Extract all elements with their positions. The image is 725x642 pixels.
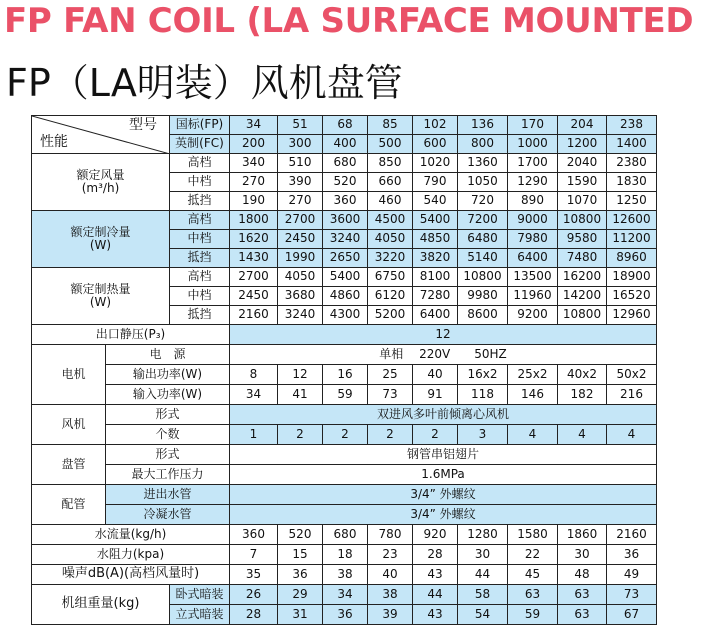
table-cell: 1620: [230, 230, 278, 249]
fan-form-row: [32, 405, 657, 425]
table-cell: 5400: [413, 211, 458, 230]
static-pressure-row: [32, 325, 657, 345]
piping-group-label: [32, 485, 106, 525]
airflow-label: 额定风量: [76, 167, 125, 182]
table-cell: 7: [230, 545, 278, 565]
table-cell: 91: [413, 385, 458, 405]
table-cell: 1990: [278, 249, 323, 268]
std-label: 国标(FP): [170, 116, 230, 135]
table-cell: 34: [230, 385, 278, 405]
table-cell: 1000: [508, 135, 558, 154]
table-cell: 8960: [607, 249, 657, 268]
table-cell: 500: [368, 135, 413, 154]
table-cell: 4: [508, 425, 558, 445]
fan-count-label: 个数: [106, 425, 230, 445]
table-cell: 102: [413, 116, 458, 135]
table-cell: 146: [508, 385, 558, 405]
table-cell: 1700: [508, 154, 558, 173]
table-cell: 680: [323, 154, 368, 173]
table-cell: 39: [368, 605, 413, 625]
table-cell: 49: [607, 565, 657, 585]
table-cell: 720: [458, 192, 508, 211]
piping-condensate-row: [32, 505, 657, 525]
table-cell: 1: [230, 425, 278, 445]
piping-condensate-label: 冷凝水管: [106, 505, 230, 525]
table-cell: 68: [323, 116, 368, 135]
fan-form-label: 形式: [106, 405, 230, 425]
table-cell: 6750: [368, 268, 413, 287]
table-cell: 1430: [230, 249, 278, 268]
english-title: FP FAN COIL (LA SURFACE MOUNTED: [4, 1, 694, 41]
table-cell: 15: [278, 545, 323, 565]
table-cell: 5140: [458, 249, 508, 268]
table-cell: 600: [413, 135, 458, 154]
table-cell: 1830: [607, 173, 657, 192]
motor-output-row: [32, 365, 657, 385]
table-cell: 2160: [607, 525, 657, 545]
table-cell: 50x2: [607, 365, 657, 385]
table-cell: 43: [413, 565, 458, 585]
table-cell: 2450: [278, 230, 323, 249]
table-cell: 10800: [558, 306, 607, 325]
table-cell: 9200: [508, 306, 558, 325]
table-cell: 9980: [458, 287, 508, 306]
piping-group-text: 配管: [61, 496, 86, 511]
table-cell: 7200: [458, 211, 508, 230]
table-cell: 67: [607, 605, 657, 625]
table-cell: 8600: [458, 306, 508, 325]
table-cell: 2160: [230, 306, 278, 325]
table-cell: 2: [413, 425, 458, 445]
table-cell: 660: [368, 173, 413, 192]
table-cell: 28: [413, 545, 458, 565]
cooling-label-cell: [32, 211, 170, 268]
table-cell: 6120: [368, 287, 413, 306]
table-cell: 460: [368, 192, 413, 211]
table-cell: 7980: [508, 230, 558, 249]
table-cell: 59: [508, 605, 558, 625]
table-cell: 1360: [458, 154, 508, 173]
table-cell: 35: [230, 565, 278, 585]
table-cell: 45: [508, 565, 558, 585]
table-cell: 3600: [323, 211, 368, 230]
table-cell: 1800: [230, 211, 278, 230]
static-pressure-label: 出口静压(P₃): [32, 325, 230, 345]
table-cell: 12600: [607, 211, 657, 230]
table-cell: 11960: [508, 287, 558, 306]
table-cell: 4860: [323, 287, 368, 306]
water-flow-label: 水流量(kg/h): [32, 525, 230, 545]
table-cell: 3240: [323, 230, 368, 249]
table-cell: 118: [458, 385, 508, 405]
table-cell: 204: [558, 116, 607, 135]
table-cell: 790: [413, 173, 458, 192]
table-cell: 216: [607, 385, 657, 405]
output-power-label: 输出功率(W): [106, 365, 230, 385]
table-cell: 2: [323, 425, 368, 445]
table-cell: 59: [323, 385, 368, 405]
table-cell: 41: [278, 385, 323, 405]
table-cell: 54: [458, 605, 508, 625]
table-cell: 44: [458, 565, 508, 585]
table-cell: 1400: [607, 135, 657, 154]
table-cell: 73: [607, 585, 657, 605]
table-cell: 44: [413, 585, 458, 605]
table-cell: 2: [368, 425, 413, 445]
table-cell: 40: [413, 365, 458, 385]
speed-label: 中档: [170, 173, 230, 192]
table-cell: 5200: [368, 306, 413, 325]
model-header-cell: [32, 116, 170, 154]
coil-group-label: [32, 445, 106, 485]
model-std-row: [32, 116, 657, 135]
table-cell: 3680: [278, 287, 323, 306]
model-label: 型号: [129, 117, 157, 133]
table-cell: 73: [368, 385, 413, 405]
table-cell: 520: [278, 525, 323, 545]
weight-label: 机组重量(kg): [32, 585, 170, 625]
motor-power-source-row: [32, 345, 657, 365]
table-cell: 16: [323, 365, 368, 385]
table-cell: 1290: [508, 173, 558, 192]
table-cell: 14200: [558, 287, 607, 306]
piping-condensate-value: 3/4” 外螺纹: [230, 505, 657, 525]
weight-type-label: 卧式暗装: [170, 585, 230, 605]
table-cell: 170: [508, 116, 558, 135]
table-cell: 390: [278, 173, 323, 192]
speed-label: 抵挡: [170, 192, 230, 211]
speed-label: 中档: [170, 230, 230, 249]
table-cell: 190: [230, 192, 278, 211]
table-cell: 340: [230, 154, 278, 173]
table-cell: 16520: [607, 287, 657, 306]
piping-inout-value: 3/4” 外螺纹: [230, 485, 657, 505]
water-flow-row: [32, 525, 657, 545]
table-cell: 4: [607, 425, 657, 445]
table-cell: 780: [368, 525, 413, 545]
fan-group-text: 风机: [61, 416, 86, 431]
table-cell: 1280: [458, 525, 508, 545]
weight-horizontal-row: [32, 585, 657, 605]
table-cell: 360: [323, 192, 368, 211]
table-cell: 1050: [458, 173, 508, 192]
speed-label: 高档: [170, 268, 230, 287]
table-cell: 3820: [413, 249, 458, 268]
motor-group-text: 电机: [61, 366, 86, 381]
table-cell: 2380: [607, 154, 657, 173]
coil-form-value: 钢管串铝翅片: [230, 445, 657, 465]
motor-input-row: [32, 385, 657, 405]
table-cell: 18: [323, 545, 368, 565]
table-cell: 1200: [558, 135, 607, 154]
table-cell: 850: [368, 154, 413, 173]
speed-label: 抵挡: [170, 249, 230, 268]
table-cell: 890: [508, 192, 558, 211]
table-cell: 6480: [458, 230, 508, 249]
table-cell: 4050: [368, 230, 413, 249]
coil-pressure-row: [32, 465, 657, 485]
table-cell: 36: [278, 565, 323, 585]
table-cell: 31: [278, 605, 323, 625]
table-cell: 1860: [558, 525, 607, 545]
table-cell: 22: [508, 545, 558, 565]
airflow-row-high: [32, 154, 657, 173]
table-cell: 1580: [508, 525, 558, 545]
coil-pressure-label: 最大工作压力: [106, 465, 230, 485]
cooling-row-high: [32, 211, 657, 230]
table-cell: 34: [230, 116, 278, 135]
table-cell: 16x2: [458, 365, 508, 385]
table-cell: 36: [607, 545, 657, 565]
speed-label: 高档: [170, 154, 230, 173]
table-cell: 4050: [278, 268, 323, 287]
airflow-label-cell: [32, 154, 170, 211]
power-source-label: 电 源: [106, 345, 230, 365]
speed-label: 高档: [170, 211, 230, 230]
table-cell: 28: [230, 605, 278, 625]
imp-label: 英制(FC): [170, 135, 230, 154]
table-cell: 8: [230, 365, 278, 385]
speed-label: 抵挡: [170, 306, 230, 325]
table-cell: 48: [558, 565, 607, 585]
table-cell: 12960: [607, 306, 657, 325]
weight-type-label: 立式暗装: [170, 605, 230, 625]
table-cell: 270: [230, 173, 278, 192]
table-cell: 920: [413, 525, 458, 545]
table-cell: 238: [607, 116, 657, 135]
heating-unit: (W): [89, 295, 112, 309]
fan-form-value: 双进风多叶前倾离心风机: [230, 405, 657, 425]
table-cell: 38: [323, 565, 368, 585]
table-cell: 7480: [558, 249, 607, 268]
table-cell: 3: [458, 425, 508, 445]
table-cell: 51: [278, 116, 323, 135]
table-cell: 23: [368, 545, 413, 565]
fan-count-row: [32, 425, 657, 445]
table-cell: 200: [230, 135, 278, 154]
table-cell: 360: [230, 525, 278, 545]
table-cell: 4300: [323, 306, 368, 325]
table-cell: 34: [323, 585, 368, 605]
table-cell: 400: [323, 135, 368, 154]
table-cell: 3220: [368, 249, 413, 268]
table-cell: 510: [278, 154, 323, 173]
speed-label: 中档: [170, 287, 230, 306]
table-cell: 63: [558, 585, 607, 605]
table-cell: 5400: [323, 268, 368, 287]
input-power-label: 输入功率(W): [106, 385, 230, 405]
noise-label: 噪声dB(A)(高档风量时): [32, 565, 230, 585]
coil-group-text: 盘管: [61, 456, 86, 471]
table-cell: 136: [458, 116, 508, 135]
heating-label-cell: [32, 268, 170, 325]
table-cell: 1590: [558, 173, 607, 192]
table-cell: 2040: [558, 154, 607, 173]
table-cell: 25: [368, 365, 413, 385]
static-pressure-value: 12: [230, 325, 657, 345]
table-cell: 4850: [413, 230, 458, 249]
table-cell: 40x2: [558, 365, 607, 385]
cooling-unit: (W): [89, 238, 112, 252]
table-cell: 18900: [607, 268, 657, 287]
heating-row-high: [32, 268, 657, 287]
coil-form-label: 形式: [106, 445, 230, 465]
table-cell: 85: [368, 116, 413, 135]
coil-form-row: [32, 445, 657, 465]
table-cell: 30: [558, 545, 607, 565]
table-cell: 11200: [607, 230, 657, 249]
table-cell: 9580: [558, 230, 607, 249]
table-cell: 270: [278, 192, 323, 211]
table-cell: 1070: [558, 192, 607, 211]
table-cell: 16200: [558, 268, 607, 287]
table-cell: 13500: [508, 268, 558, 287]
table-cell: 25x2: [508, 365, 558, 385]
power-source-value: 单相 220V 50HZ: [230, 345, 657, 365]
fan-group-label: [32, 405, 106, 445]
table-cell: 2650: [323, 249, 368, 268]
table-cell: 300: [278, 135, 323, 154]
table-cell: 540: [413, 192, 458, 211]
table-cell: 8100: [413, 268, 458, 287]
spec-table: [31, 115, 657, 625]
table-cell: 40: [368, 565, 413, 585]
table-cell: 4500: [368, 211, 413, 230]
piping-inout-label: 进出水管: [106, 485, 230, 505]
table-cell: 182: [558, 385, 607, 405]
table-cell: 2700: [230, 268, 278, 287]
water-resistance-row: [32, 545, 657, 565]
table-cell: 10800: [458, 268, 508, 287]
table-cell: 43: [413, 605, 458, 625]
motor-group-label: [32, 345, 106, 405]
airflow-unit: (m³/h): [81, 181, 120, 195]
coil-pressure-value: 1.6MPa: [230, 465, 657, 485]
table-cell: 63: [508, 585, 558, 605]
table-cell: 29: [278, 585, 323, 605]
table-cell: 680: [323, 525, 368, 545]
piping-inout-row: [32, 485, 657, 505]
noise-row: [32, 565, 657, 585]
table-cell: 3240: [278, 306, 323, 325]
table-cell: 38: [368, 585, 413, 605]
table-cell: 30: [458, 545, 508, 565]
cooling-label: 额定制冷量: [70, 224, 131, 239]
table-cell: 1020: [413, 154, 458, 173]
table-cell: 520: [323, 173, 368, 192]
table-cell: 1250: [607, 192, 657, 211]
table-cell: 9000: [508, 211, 558, 230]
table-cell: 12: [278, 365, 323, 385]
table-cell: 2700: [278, 211, 323, 230]
table-cell: 6400: [508, 249, 558, 268]
table-cell: 36: [323, 605, 368, 625]
table-cell: 10800: [558, 211, 607, 230]
table-cell: 800: [458, 135, 508, 154]
table-cell: 58: [458, 585, 508, 605]
performance-label: 性能: [40, 133, 68, 150]
table-cell: 6400: [413, 306, 458, 325]
table-cell: 26: [230, 585, 278, 605]
table-cell: 2: [278, 425, 323, 445]
table-cell: 2450: [230, 287, 278, 306]
heating-label: 额定制热量: [70, 281, 131, 296]
water-resistance-label: 水阻力(kpa): [32, 545, 230, 565]
table-cell: 4: [558, 425, 607, 445]
table-cell: 7280: [413, 287, 458, 306]
chinese-title: FP（LA明装）风机盘管: [6, 61, 403, 105]
table-cell: 63: [558, 605, 607, 625]
